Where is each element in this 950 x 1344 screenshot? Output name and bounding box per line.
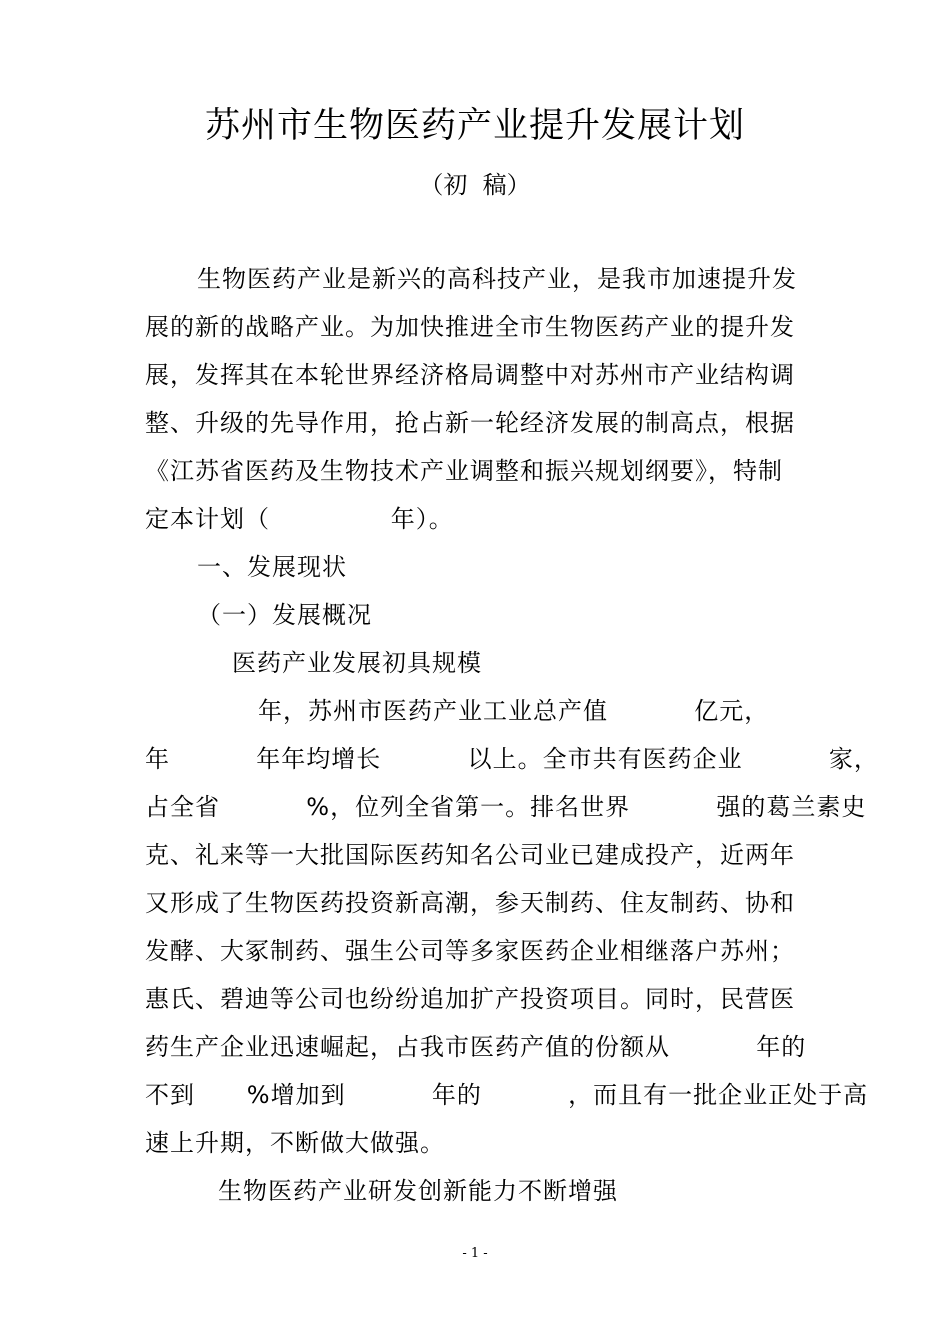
subsection-heading: （一）发展概况 <box>197 601 372 629</box>
document-subtitle: （初 稿） <box>419 171 531 199</box>
text-line: 展，发挥其在本轮世界经济格局调整中对苏州市产业结构调 <box>145 361 795 389</box>
text-line: 整、升级的先导作用，抢占新一轮经济发展的制高点，根据 <box>145 409 795 437</box>
page-number: - 1 - <box>462 1246 488 1261</box>
text-line: 定本计划（ 年）。 <box>145 505 454 533</box>
text-line: 展的新的战略产业。为加快推进全市生物医药产业的提升发 <box>145 313 795 341</box>
text-line: 速上升期，不断做大做强。 <box>145 1129 445 1157</box>
text-line: 又形成了生物医药投资新高潮，参天制药、住友制药、协和 <box>145 889 795 917</box>
text-line: 药生产企业迅速崛起，占我市医药产值的份额从 年的 <box>145 1033 807 1061</box>
text-line: 发酵、大冢制药、强生公司等多家医药企业相继落户苏州； <box>145 937 795 965</box>
text-line: 惠氏、碧迪等公司也纷纷追加扩产投资项目。同时，民营医 <box>145 985 795 1013</box>
topic-heading: 生物医药产业研发创新能力不断增强 <box>218 1177 618 1205</box>
text-line: 占全省 %，位列全省第一。排名世界 强的葛兰素史 <box>145 793 867 821</box>
document-title: 苏州市生物医药产业提升发展计划 <box>204 106 745 146</box>
text-line: 年 年年均增长 以上。全市共有医药企业 家， <box>145 745 879 773</box>
text-line: 《江苏省医药及生物技术产业调整和振兴规划纲要》，特制 <box>145 457 783 485</box>
topic-heading: 医药产业发展初具规模 <box>232 649 482 677</box>
text-line: 克、礼来等一大批国际医药知名公司业已建成投产，近两年 <box>145 841 795 869</box>
text-line: 生物医药产业是新兴的高科技产业，是我市加速提升发 <box>197 265 797 293</box>
text-line: 年，苏州市医药产业工业总产值 亿元， <box>258 697 770 725</box>
section-heading: 一、发展现状 <box>197 553 347 581</box>
text-line: 不到 %增加到 年的 ，而且有一批企业正处于高 <box>145 1081 869 1109</box>
